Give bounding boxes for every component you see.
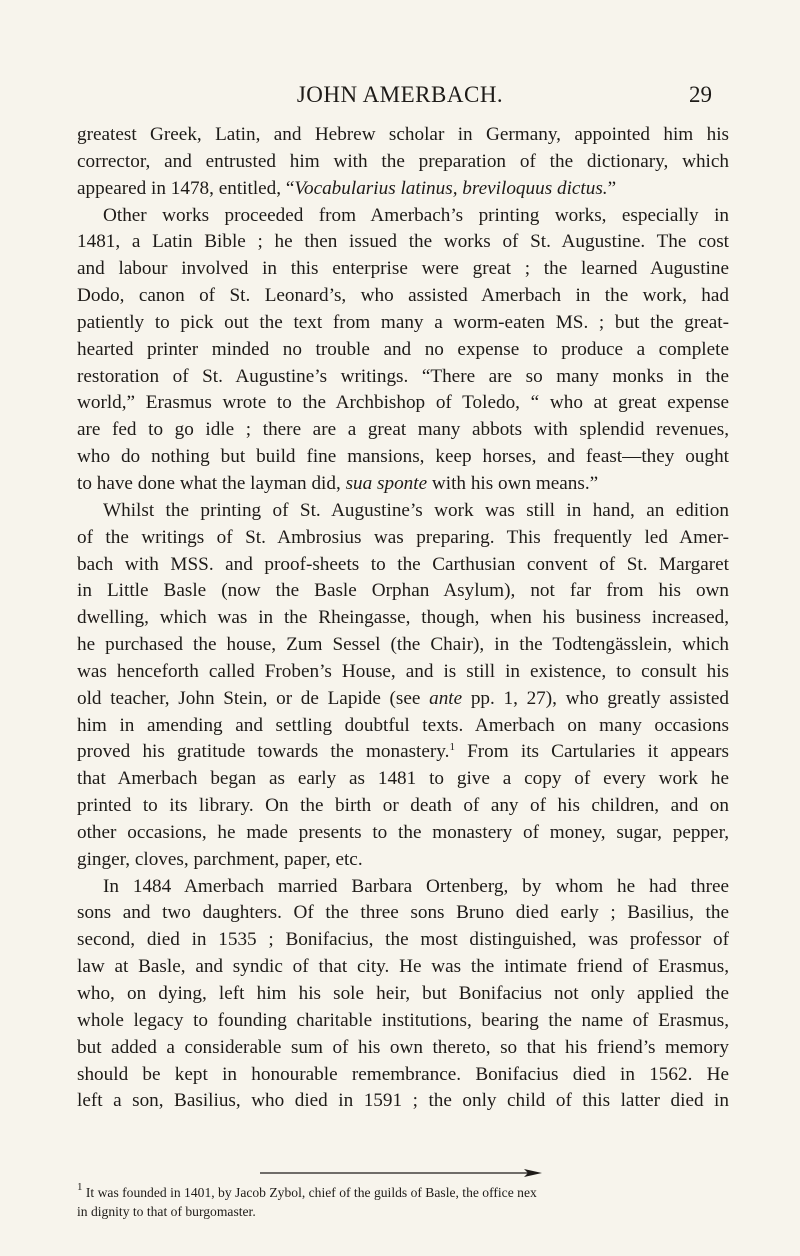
text-run: Other works proceeded from Amerbach’s printing works, especially in (103, 204, 729, 226)
footnote-divider (260, 1168, 542, 1178)
page-title: JOHN AMERBACH. (296, 82, 504, 107)
text-line: bach with MSS. and proof-sheets to the Carthusian convent of St. Margaret (77, 553, 729, 575)
footnote-line: in dignity to that of burgomaster. (77, 1204, 256, 1219)
text-line: that Amerbach began as early as 1481 to give a copy of every work he (77, 768, 729, 790)
text-line (77, 471, 729, 498)
text-line: but added a considerable sum of his own thereto, so that his friend’s memory (77, 1036, 729, 1058)
text-run: with his own means.” (427, 472, 599, 494)
text-run: pp. 1, 27), who greatly assisted (462, 687, 729, 709)
text-line: who, on dying, left him his sole heir, but Bonifacius not only applied the (77, 983, 729, 1004)
footnote (77, 1183, 729, 1221)
text-line: corrector, and entrusted him with the preparation of the dictionary, which (77, 150, 729, 172)
text-line: other occasions, he made presents to the monastery of money, sugar, pepper, (77, 821, 729, 843)
latin-phrase-italic: sua sponte (345, 472, 428, 494)
text-line: 1481, a Latin Bible ; he then issued the works of St. Augustine. The cost (77, 231, 729, 253)
text-line: second, died in 1535 ; Bonifacius, the most distinguished, was professor of (77, 929, 729, 951)
ante-italic: ante (429, 687, 463, 709)
text-run: old teacher, John Stein, or de Lapide (see (77, 687, 430, 709)
text-line: printed to its library. On the birth or death of any of his children, and on (77, 795, 729, 817)
text-run: In 1484 Amerbach married Barbara Ortenberg, by whom he had three (103, 875, 729, 897)
text-run: Whilst the printing of St. Augustine’s work was still in hand, an edition (103, 499, 729, 521)
text-line (77, 874, 729, 901)
text-line: of the writings of St. Ambrosius was preparing. This frequently led Amer- (77, 526, 729, 548)
text-line: sons and two daughters. Of the three sons Bruno died early ; Basilius, the (77, 902, 729, 924)
footnote-marker: 1 (77, 1181, 83, 1193)
footnote-reference[interactable]: 1 (449, 741, 455, 754)
text-line: ginger, cloves, parchment, paper, etc. (77, 848, 363, 870)
page-number: 29 (689, 82, 712, 107)
text-line: are fed to go idle ; there are a great many abbots with splendid revenues, (77, 419, 729, 441)
text-line: patiently to pick out the text from many a worm-eaten MS. ; but the great- (77, 311, 729, 333)
footnote-line (77, 1183, 729, 1202)
text-line: and labour involved in this enterprise were great ; the learned Augustine (77, 258, 729, 280)
text-run: proved his gratitude towards the monastery. (77, 741, 450, 763)
text-line: who do nothing but build fine mansions, keep horses, and feast—they ought (77, 446, 729, 468)
text-line: him in amending and settling doubtful texts. Amerbach on many occasions (77, 714, 729, 736)
text-line: he purchased the house, Zum Sessel (the Chair), in the Todtengässlein, which (77, 634, 729, 656)
text-line (77, 739, 729, 766)
text-line: restoration of St. Augustine’s writings. “There are so many monks in the (77, 365, 729, 387)
text-line: law at Basle, and syndic of that city. He was the intimate friend of Erasmus, (77, 956, 729, 978)
text-line (77, 176, 729, 203)
text-line: Dodo, canon of St. Leonard’s, who assisted Amerbach in the work, had (77, 285, 729, 307)
running-head (0, 80, 800, 110)
text-line: left a son, Basilius, who died in 1591 ; the only child of this latter died in (77, 1090, 729, 1112)
book-title-italic: Vocabularius latinus, breviloquus dictus. (294, 177, 608, 199)
text-line: hearted printer minded no trouble and no expense to produce a complete (77, 338, 729, 360)
text-line: in Little Basle (now the Basle Orphan Asylum), not far from his own (77, 580, 729, 602)
text-line (77, 686, 729, 713)
footnote-text: It was founded in 1401, by Jacob Zybol, chief of the guilds of Basle, the office nex (82, 1185, 537, 1200)
text-line: dwelling, which was in the Rheingasse, though, when his business increased, (77, 607, 729, 629)
body-text (77, 122, 729, 1115)
text-line (77, 203, 729, 230)
text-line: whole legacy to founding charitable institutions, bearing the name of Erasmus, (77, 1009, 729, 1031)
text-run: From its Cartularies it appears (454, 741, 729, 763)
text-run: ” (607, 177, 617, 199)
text-run: to have done what the layman did, (77, 472, 346, 494)
text-line (77, 498, 729, 525)
text-line: greatest Greek, Latin, and Hebrew scholar in Germany, appointed him his (77, 124, 729, 145)
text-line: world,” Erasmus wrote to the Archbishop of Toledo, “ who at great expense (77, 392, 729, 414)
text-line: was henceforth called Froben’s House, and is still in existence, to consult his (77, 660, 729, 682)
text-run: appeared in 1478, entitled, “ (77, 177, 295, 199)
text-line: should be kept in honourable remembrance. Bonifacius died in 1562. He (77, 1063, 729, 1085)
